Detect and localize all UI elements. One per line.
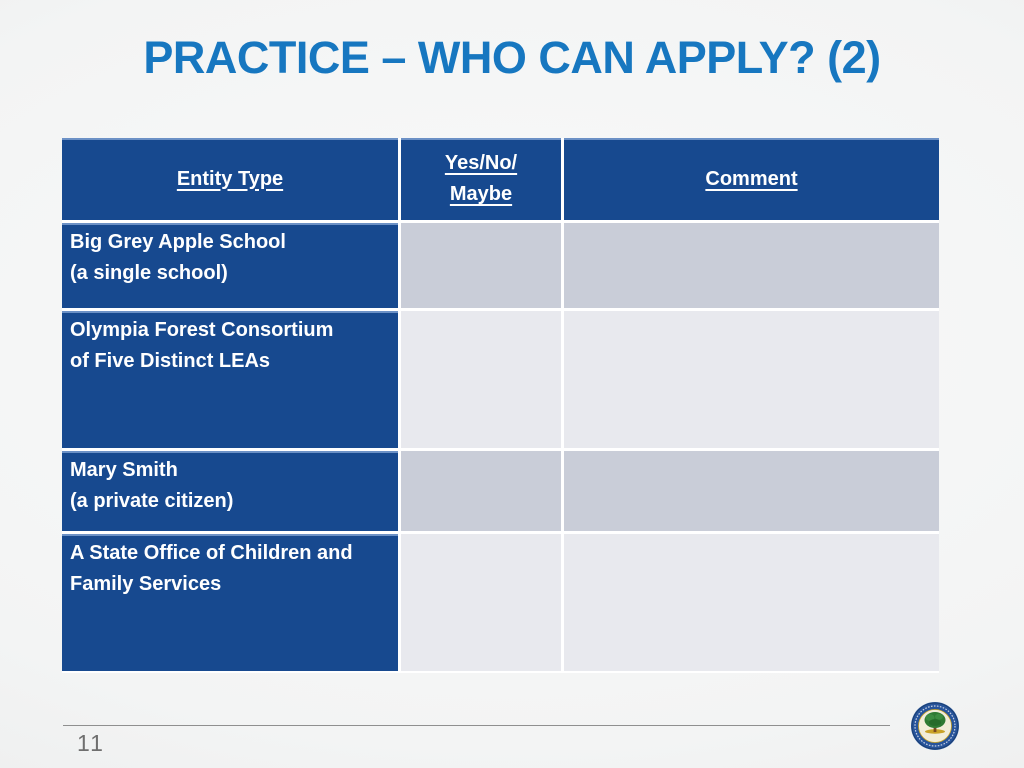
column-header-label-line1: Yes/No/ <box>444 152 518 174</box>
column-header-label-line2: Maybe <box>449 183 513 205</box>
who-can-apply-table <box>62 138 939 673</box>
entity-line1: Mary Smith <box>70 459 178 481</box>
entity-line1: Big Grey Apple School <box>70 231 286 253</box>
answer-cell <box>401 223 561 308</box>
comment-cell <box>564 223 939 308</box>
column-header-entity-type <box>62 138 398 220</box>
answer-cell <box>401 311 561 448</box>
page-title: PRACTICE – WHO CAN APPLY? (2) <box>143 32 881 83</box>
entity-cell <box>62 311 398 448</box>
entity-line2: Family Services <box>70 573 222 595</box>
entity-cell <box>62 223 398 308</box>
answer-cell <box>401 534 561 671</box>
column-header-yes-no-maybe <box>401 138 561 220</box>
entity-line2: (a single school) <box>70 262 228 284</box>
entity-line1: A State Office of Children and <box>70 542 353 564</box>
comment-cell <box>564 311 939 448</box>
comment-cell <box>564 451 939 531</box>
entity-line1: Olympia Forest Consortium <box>70 319 334 341</box>
answer-cell <box>401 451 561 531</box>
comment-cell <box>564 534 939 671</box>
page-number: 11 <box>77 730 105 756</box>
entity-cell <box>62 451 398 531</box>
entity-cell <box>62 534 398 671</box>
footer-divider <box>63 725 890 726</box>
column-header-label: Comment <box>705 167 798 190</box>
column-header-label: Entity Type <box>176 167 284 190</box>
department-of-education-seal-icon <box>910 701 960 751</box>
entity-line2: of Five Distinct LEAs <box>70 350 271 372</box>
entity-line2: (a private citizen) <box>70 490 234 512</box>
column-header-comment <box>564 138 939 220</box>
